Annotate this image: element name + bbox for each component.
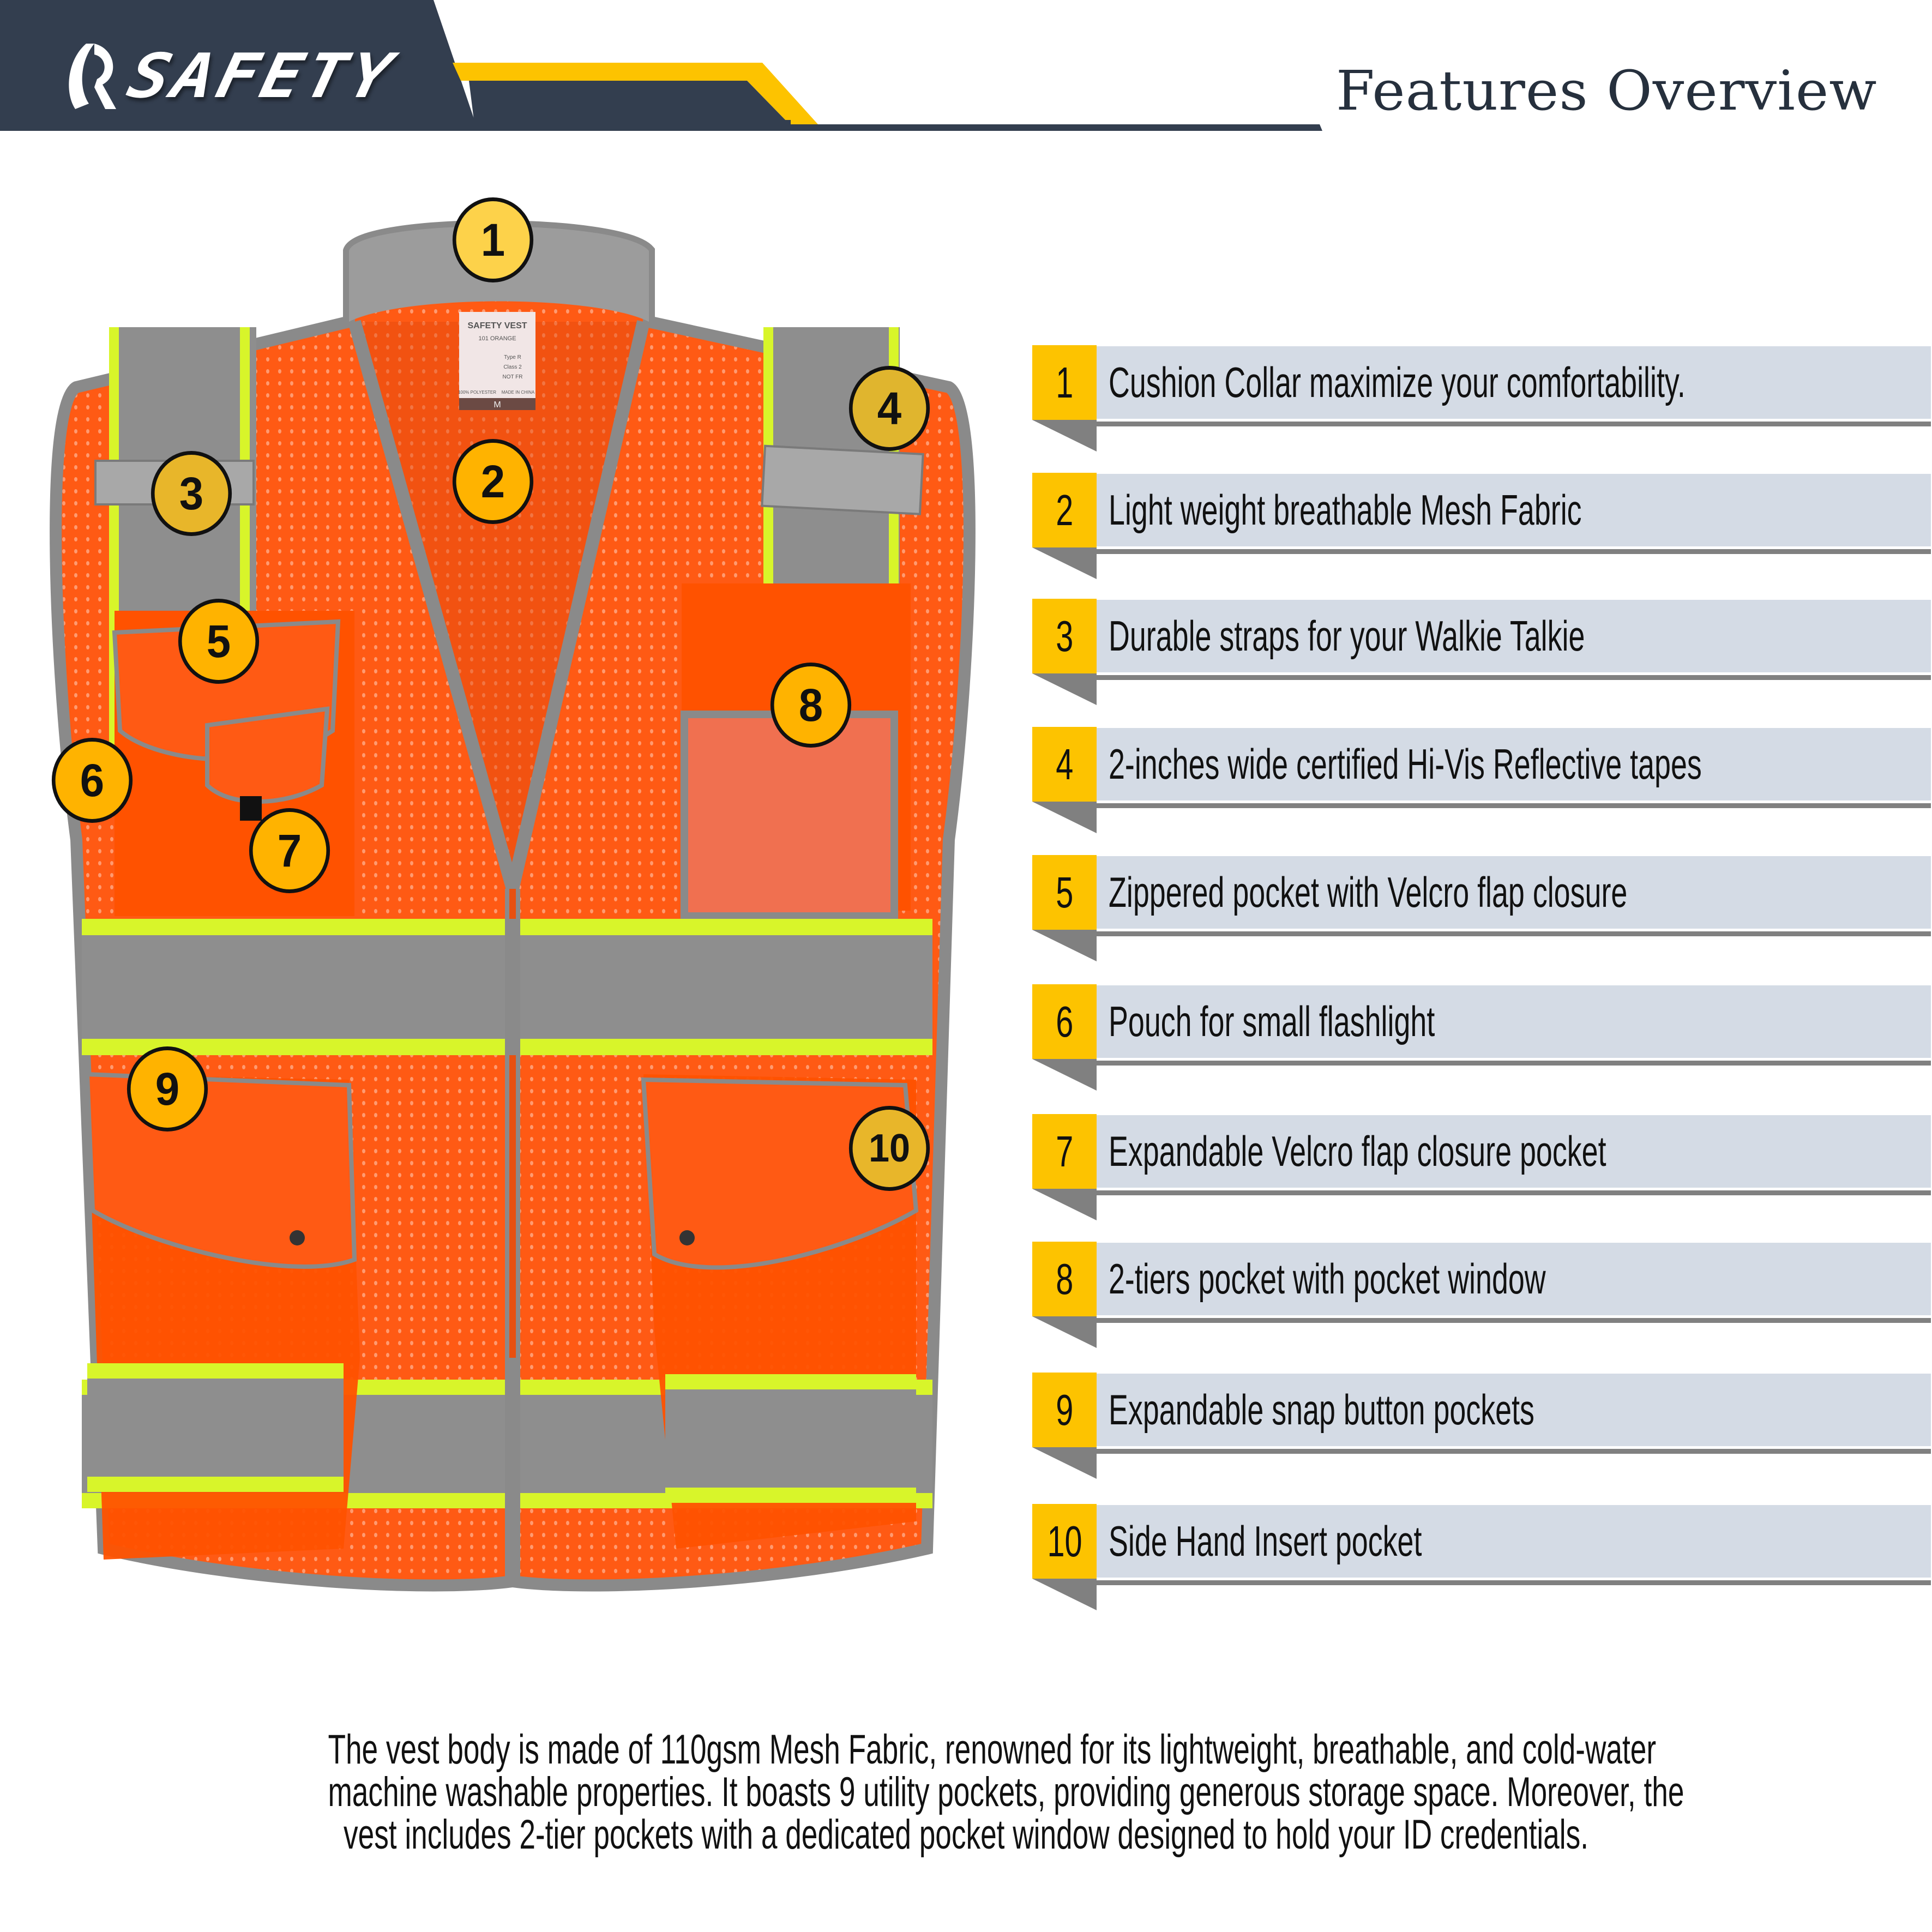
feature-item-4 <box>1032 727 1932 841</box>
svg-text:Class 2: Class 2 <box>503 364 522 370</box>
feature-underline <box>1097 422 1931 426</box>
svg-text:MADE IN CHINA: MADE IN CHINA <box>501 390 535 395</box>
callout-3: 3 <box>151 451 232 536</box>
callout-4: 4 <box>849 366 930 451</box>
feature-bar <box>1097 474 1931 546</box>
feature-underline <box>1097 1061 1931 1066</box>
brand-name: SAFETY <box>121 41 402 112</box>
feature-item-10 <box>1032 1504 1932 1618</box>
callout-2: 2 <box>453 439 533 524</box>
feature-text: 2-inches wide certified Hi-Vis Reflective tapes <box>1109 740 1702 788</box>
feature-number: 4 <box>1032 727 1097 802</box>
callout-5: 5 <box>178 599 259 684</box>
feature-bar <box>1097 346 1931 419</box>
description-line-2: machine washable properties. It boasts 9 utility pockets, providing generous storage space. Moreover, the <box>328 1769 1684 1815</box>
brand-logo <box>64 38 402 115</box>
vest-image <box>22 185 992 1658</box>
ribbon-fold-icon <box>1032 1579 1097 1610</box>
feature-underline <box>1097 1449 1931 1454</box>
feature-underline <box>1097 1580 1931 1585</box>
feature-bar <box>1097 985 1931 1058</box>
callout-6: 6 <box>52 738 133 823</box>
callout-8: 8 <box>771 663 851 748</box>
ribbon-fold-icon <box>1032 930 1097 961</box>
jk-logo-icon <box>64 38 124 115</box>
feature-number: 9 <box>1032 1373 1097 1447</box>
feature-underline <box>1097 549 1931 554</box>
feature-bar <box>1097 600 1931 672</box>
svg-text:M: M <box>493 400 501 410</box>
svg-text:NOT FR: NOT FR <box>502 374 523 380</box>
ribbon-fold-icon <box>1032 1189 1097 1220</box>
feature-number: 2 <box>1032 473 1097 547</box>
feature-bar <box>1097 856 1931 929</box>
svg-text:101 ORANGE: 101 ORANGE <box>478 335 516 342</box>
feature-text: 2-tiers pocket with pocket window <box>1109 1255 1546 1303</box>
feature-text: Pouch for small flashlight <box>1109 997 1435 1045</box>
description-line-1: The vest body is made of 110gsm Mesh Fabric, renowned for its lightweight, breathable, and cold-water <box>328 1726 1657 1773</box>
feature-number: 7 <box>1032 1114 1097 1189</box>
feature-underline <box>1097 1190 1931 1195</box>
feature-item-2 <box>1032 473 1932 587</box>
feature-item-9 <box>1032 1373 1932 1487</box>
feature-number: 3 <box>1032 599 1097 673</box>
ribbon-fold-icon <box>1032 802 1097 833</box>
feature-number: 1 <box>1032 345 1097 420</box>
feature-item-1 <box>1032 345 1932 460</box>
page-title: Features Overview <box>1336 59 1877 123</box>
ribbon-fold-icon <box>1032 1059 1097 1091</box>
ribbon-fold-icon <box>1032 1447 1097 1479</box>
feature-underline <box>1097 803 1931 808</box>
feature-number: 8 <box>1032 1242 1097 1316</box>
ribbon-fold-icon <box>1032 673 1097 705</box>
feature-item-3 <box>1032 599 1932 713</box>
feature-text: Side Hand Insert pocket <box>1109 1517 1422 1565</box>
callout-7: 7 <box>249 808 330 893</box>
product-description <box>55 1726 1877 1858</box>
feature-bar <box>1097 728 1931 801</box>
feature-number: 10 <box>1032 1504 1097 1579</box>
feature-item-8 <box>1032 1242 1932 1356</box>
feature-item-6 <box>1032 984 1932 1099</box>
callout-1: 1 <box>453 197 533 282</box>
ribbon-fold-icon <box>1032 420 1097 452</box>
feature-text: Expandable snap button pockets <box>1109 1386 1534 1434</box>
feature-item-5 <box>1032 855 1932 970</box>
feature-bar <box>1097 1243 1931 1315</box>
svg-text:100% POLYESTER: 100% POLYESTER <box>458 390 497 395</box>
callout-9: 9 <box>127 1046 208 1131</box>
feature-underline <box>1097 1318 1931 1323</box>
svg-text:SAFETY VEST: SAFETY VEST <box>467 321 527 330</box>
ribbon-fold-icon <box>1032 1316 1097 1348</box>
feature-bar <box>1097 1505 1931 1578</box>
svg-text:Type R: Type R <box>504 354 521 360</box>
feature-underline <box>1097 931 1931 936</box>
feature-item-7 <box>1032 1114 1932 1229</box>
feature-bar <box>1097 1115 1931 1188</box>
feature-text: Expandable Velcro flap closure pocket <box>1109 1127 1606 1175</box>
feature-number: 5 <box>1032 855 1097 930</box>
feature-text: Zippered pocket with Velcro flap closure <box>1109 868 1628 916</box>
callout-10: 10 <box>849 1106 930 1191</box>
feature-text: Light weight breathable Mesh Fabric <box>1109 486 1582 534</box>
feature-text: Durable straps for your Walkie Talkie <box>1109 612 1585 660</box>
feature-text: Cushion Collar maximize your comfortability. <box>1109 358 1686 406</box>
feature-bar <box>1097 1374 1931 1446</box>
ribbon-fold-icon <box>1032 547 1097 579</box>
feature-underline <box>1097 675 1931 680</box>
vest-illustration <box>22 185 992 1658</box>
feature-number: 6 <box>1032 984 1097 1059</box>
description-line-3: vest includes 2-tier pockets with a dedicated pocket window designed to hold your ID credentials. <box>344 1811 1588 1858</box>
